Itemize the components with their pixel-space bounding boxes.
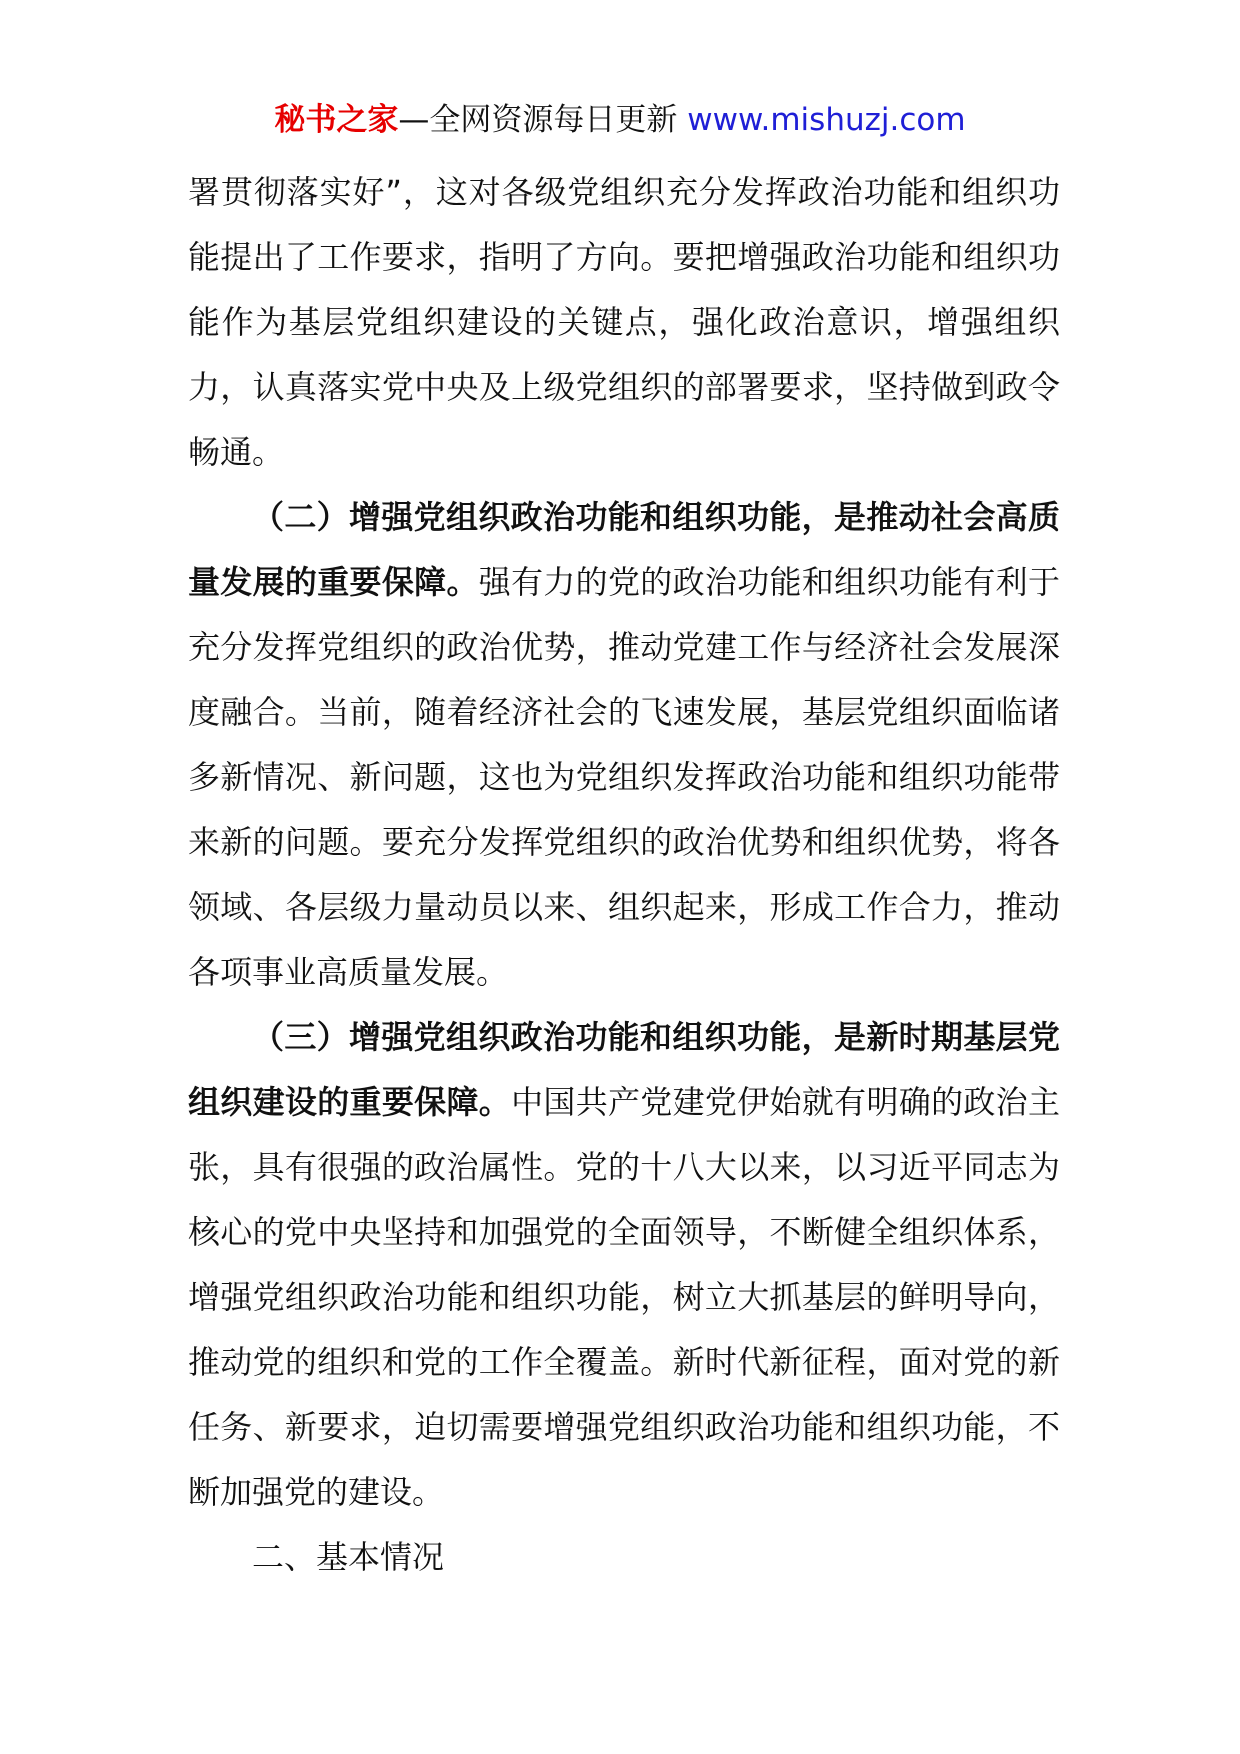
paragraph-point-three [188,1005,1060,1525]
paragraph-lead: （三）增强党组织政治功能和组织功能，是新时期基层党组织建设的重要保障。 [188,1018,1060,1121]
paragraph-point-two [188,485,1060,1005]
paragraph-text: 署贯彻落实好”，这对各级党组织充分发挥政治功能和组织功能提出了工作要求，指明了方向。要把增强政治功能和组织功能作为基层党组织建设的关键点，强化政治意识，增强组织力，认真落实党中央及上级党组织的部署要求，坚持做到政令畅通。 [188,173,1060,471]
document-body [188,160,1060,1590]
header-tagline: —全网资源每日更新 [398,102,688,138]
section-heading: 二、基本情况 [252,1538,445,1576]
brand-name: 秘书之家 [274,102,399,138]
site-url: www.mishuzj.com [687,102,966,138]
paragraph-continuation [188,160,1060,485]
paragraph-text: 中国共产党建党伊始就有明确的政治主张，具有很强的政治属性。党的十八大以来，以习近平同志为核心的党中央坚持和加强党的全面领导，不断健全组织体系，增强党组织政治功能和组织功能，树立大抓基层的鲜明导向，推动党的组织和党的工作全覆盖。新时代新征程，面对党的新任务、新要求，迫切需要增强党组织政治功能和组织功能，不断加强党的建设。 [188,1083,1060,1511]
paragraph-lead: （二）增强党组织政治功能和组织功能，是推动社会高质量发展的重要保障。 [188,498,1060,601]
paragraph-text: 强有力的党的政治功能和组织功能有利于充分发挥党组织的政治优势，推动党建工作与经济社会发展深度融合。当前，随着经济社会的飞速发展，基层党组织面临诸多新情况、新问题，这也为党组织发挥政治功能和组织功能带来新的问题。要充分发挥党组织的政治优势和组织优势，将各领域、各层级力量动员以来、组织起来，形成工作合力，推动各项事业高质量发展。 [188,563,1060,991]
page-header [0,100,1240,140]
